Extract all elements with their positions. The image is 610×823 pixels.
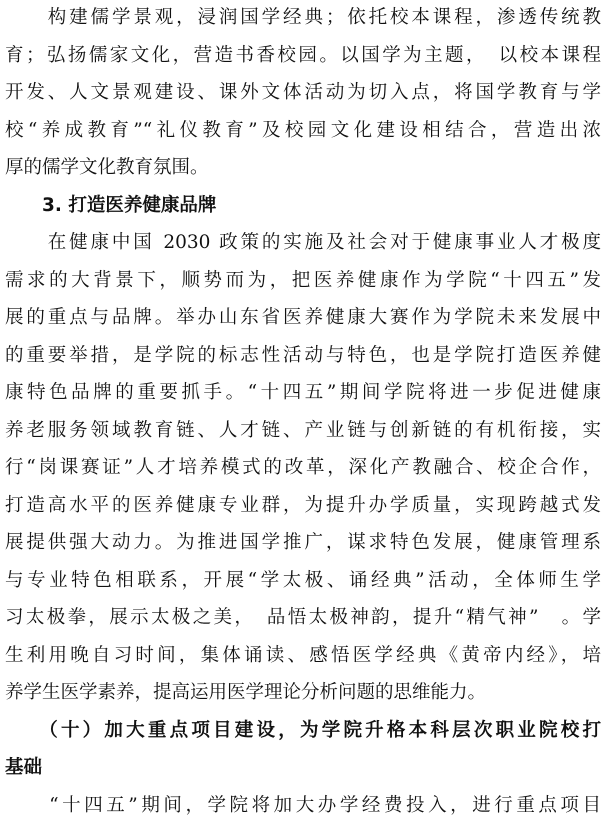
paragraph-line: 在健康中国 2030 政策的实施及社会对于健康事业人才极度 xyxy=(5,232,601,253)
paragraph-line: 展提供强大动力。为推进国学推广，谋求特色发展，健康管理系 xyxy=(5,532,601,553)
paragraph-line: 习太极拳，展示太极之美， 品悟太极神韵，提升“精气神” 。学 xyxy=(5,607,601,628)
paragraph-line: 开发、人文景观建设、课外文体活动为切入点，将国学教育与学 xyxy=(5,82,601,103)
section-heading: 3. 打造医养健康品牌 xyxy=(5,195,217,216)
paragraph-line: 的重要举措，是学院的标志性活动与特色，也是学院打造医养健 xyxy=(5,345,601,366)
paragraph-line: 康特色品牌的重要抓手。“十四五”期间学院将进一步促进健康 xyxy=(5,382,601,403)
paragraph-line: 构建儒学景观，浸润国学经典；依托校本课程，渗透传统教 xyxy=(5,7,601,28)
paragraph-line: 厚的儒学文化教育氛围。 xyxy=(5,157,209,178)
section-heading: 基础 xyxy=(5,757,43,778)
paragraph-line: 需求的大背景下，顺势而为，把医养健康作为学院“十四五”发 xyxy=(5,270,601,291)
paragraph-line: 行“岗课赛证”人才培养模式的改革，深化产教融合、校企合作， xyxy=(5,457,601,478)
paragraph-line: 打造高水平的医养健康专业群，为提升办学质量，实现跨越式发 xyxy=(5,495,601,516)
paragraph-line: 生利用晚自习时间，集体诵读、感悟医学经典《黄帝内经》，培 xyxy=(5,645,601,666)
paragraph-line: 与专业特色相联系，开展“学太极、诵经典”活动，全体师生学 xyxy=(5,570,601,591)
section-heading: （十）加大重点项目建设，为学院升格本科层次职业院校打 xyxy=(5,720,601,741)
paragraph-line: “十四五”期间，学院将加大办学经费投入，进行重点项目 xyxy=(5,795,601,816)
paragraph-line: 养老服务领域教育链、人才链、产业链与创新链的有机衔接，实 xyxy=(5,420,601,441)
paragraph-line: 育；弘扬儒家文化，营造书香校园。以国学为主题， 以校本课程 xyxy=(5,45,601,66)
paragraph-line: 展的重点与品牌。举办山东省医养健康大赛作为学院未来发展中 xyxy=(5,307,601,328)
paragraph-line: 校“养成教育”“礼仪教育”及校园文化建设相结合，营造出浓 xyxy=(5,120,601,141)
paragraph-line: 养学生医学素养，提高运用医学理论分析问题的思维能力。 xyxy=(5,682,487,703)
